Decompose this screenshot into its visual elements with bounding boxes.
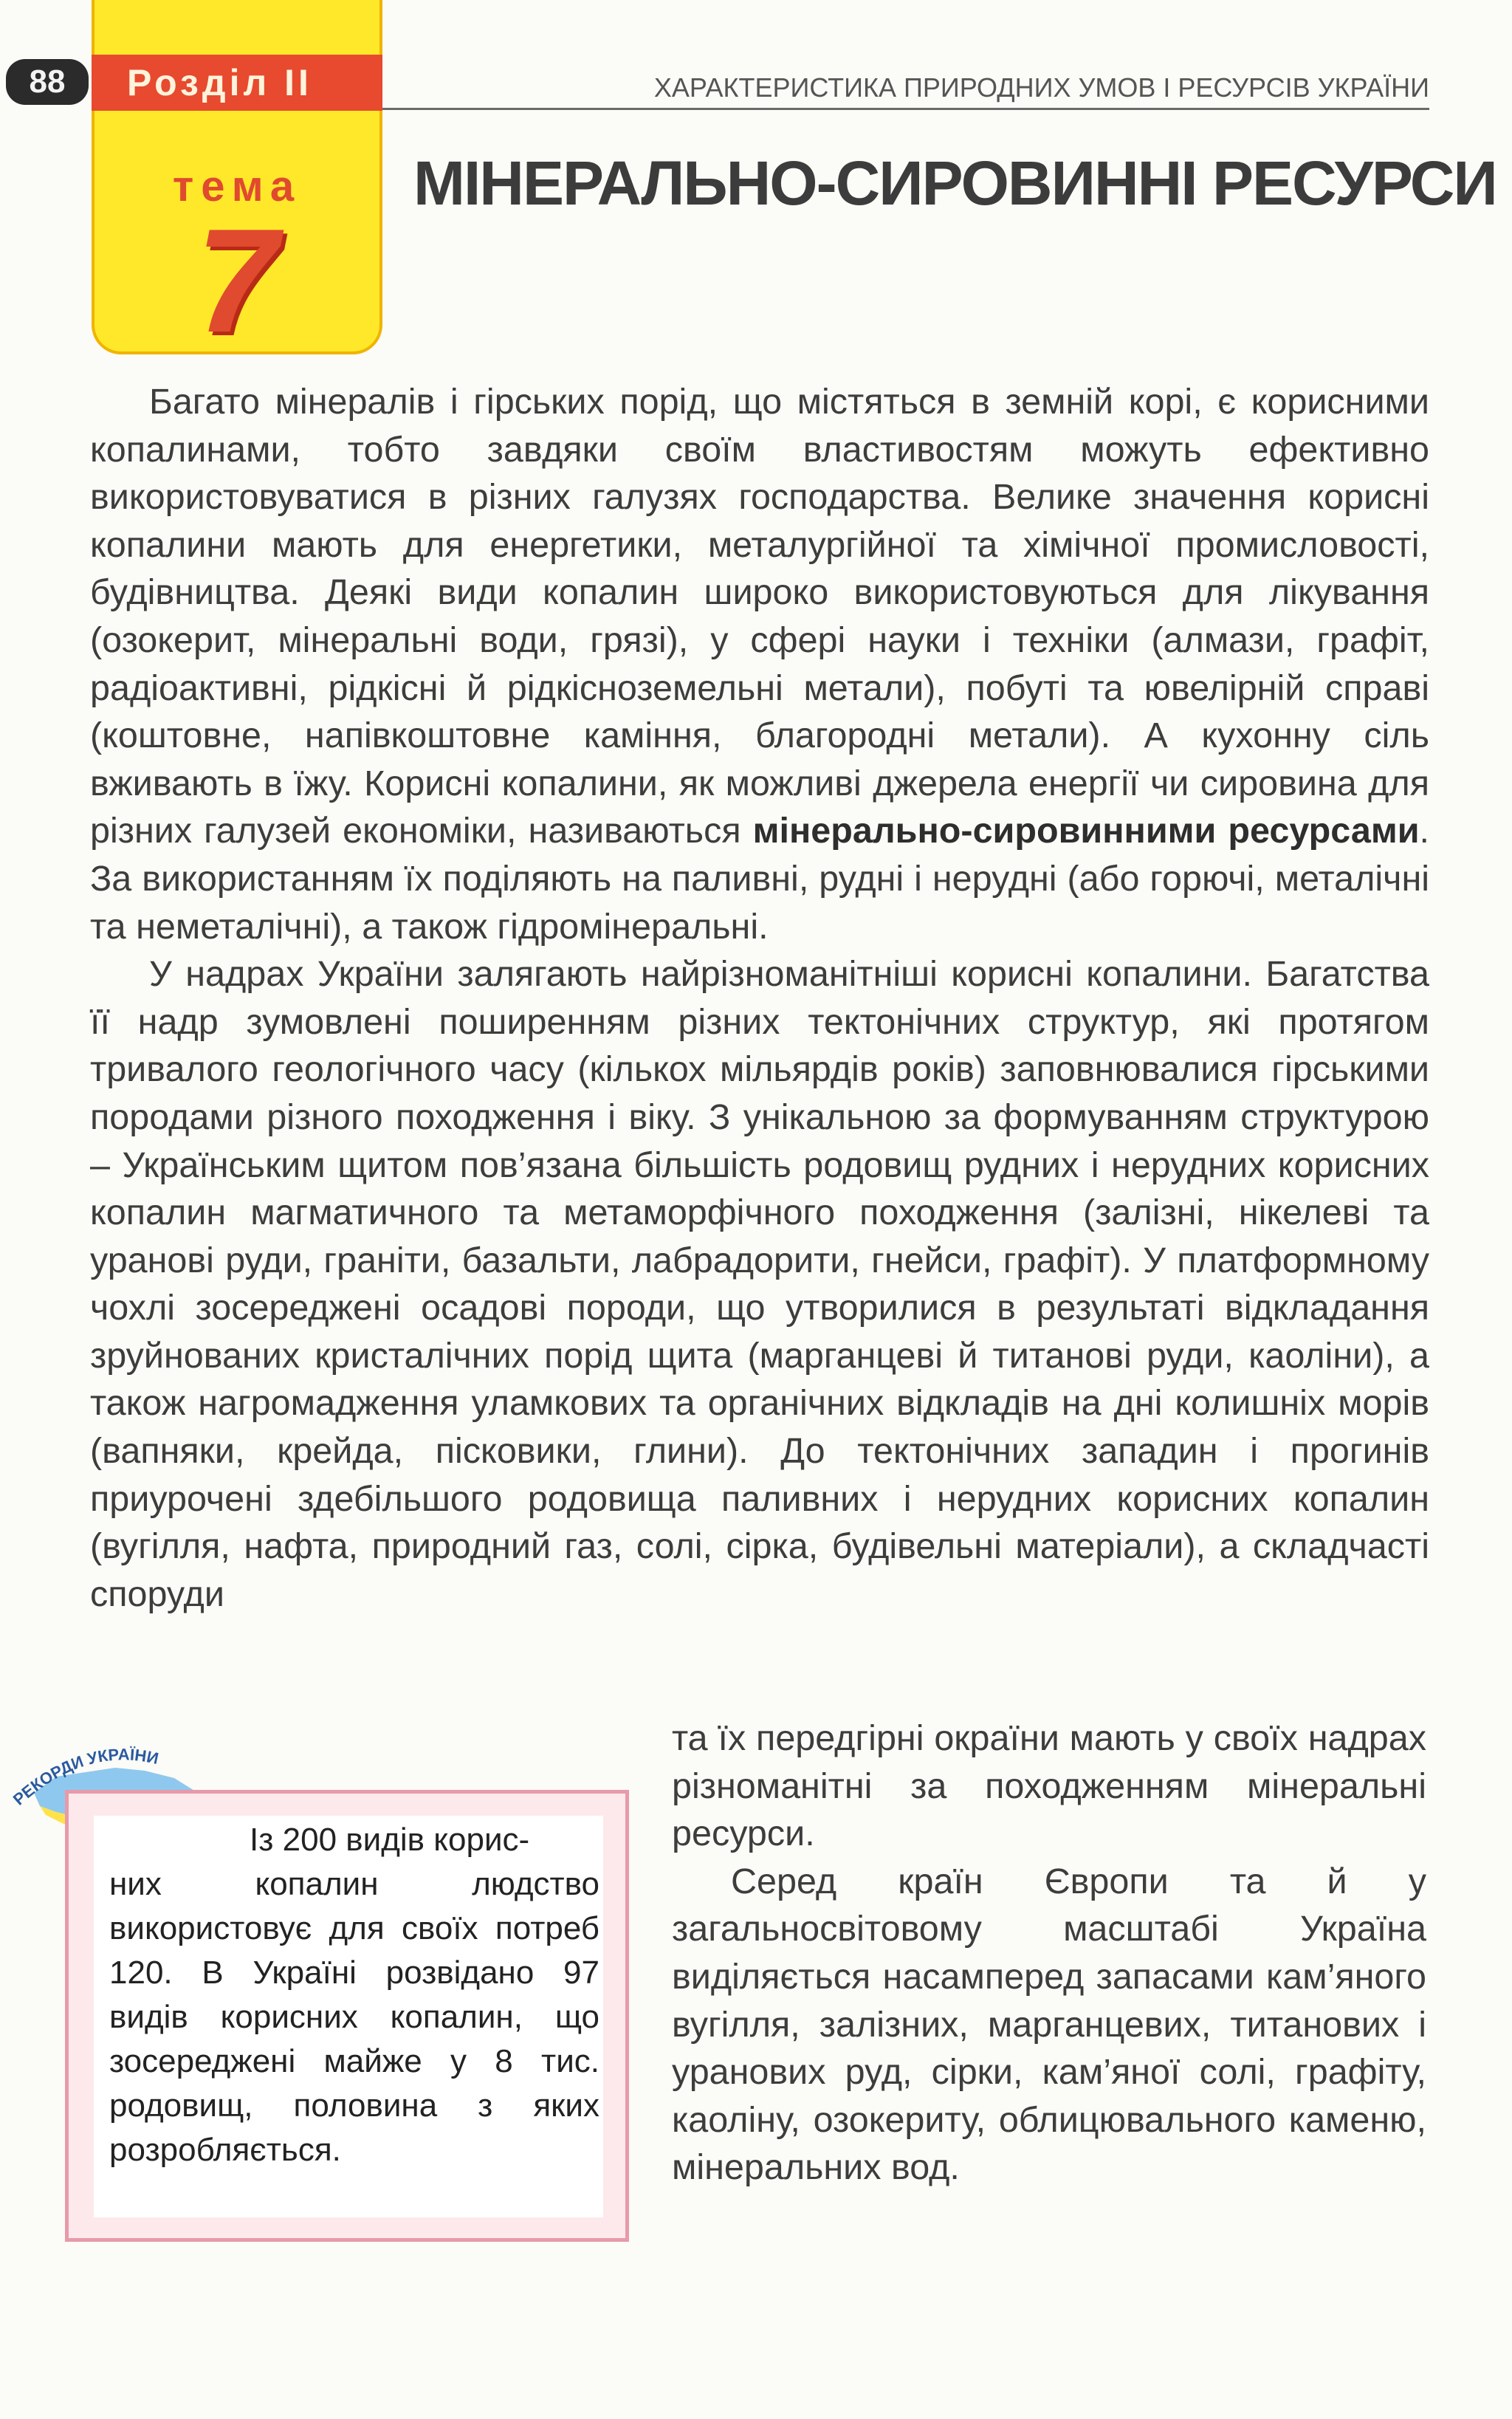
key-term: мінерально-сировинними ресурсами bbox=[752, 811, 1420, 851]
topic-number: 7 bbox=[196, 199, 278, 363]
section-label: Розділ II bbox=[92, 55, 382, 111]
side-column-text bbox=[672, 1715, 1426, 2192]
paragraph-3: Серед країн Європи та й у загальносвітовому масштабі Україна виділяється насамперед запасами кам’яного вугілля, залізних, марганцевих, титанових і уранових руд, сірки, кам’яної солі, графіту, каоліну, озокериту, облицювального каменю, мінеральних вод. bbox=[672, 1861, 1426, 2188]
page-title: МІНЕРАЛЬНО-СИРОВИННІ РЕСУРСИ bbox=[413, 148, 1496, 218]
topic-word: тема bbox=[172, 162, 302, 210]
fact-text bbox=[109, 1818, 599, 2172]
paragraph-2-continuation: та їх передгірні окраїни мають у своїх надрах різноманітні за походженням мінеральні ресурси. bbox=[672, 1718, 1426, 1854]
page-number: 88 bbox=[6, 59, 89, 105]
main-text bbox=[90, 378, 1429, 1618]
paragraph-1-text-a: Багато мінералів і гірських порід, що містяться в земній корі, є корисними копалинами, тобто завдяки своїм властивостям можуть ефективно використовуватися в різних галузях господарства. Велике значення корисні копалини мають для енергетики, металургійної та хімічної промисловості, будівництва. Деякі види копалин широко використовуються для лікування (озокерит, мінеральні води, грязі), у сфері науки і техніки (алмази, графіт, радіоактивні, рідкісні й рідкісноземельні метали), побуті та ювелірній справі (коштовне, напівкоштовне каміння, благородні метали). А кухонну сіль вживають в їжу. Корисні копалини, як можливі джерела енергії чи сировина для різних галузей економіки, називаються bbox=[90, 382, 1429, 851]
paragraph-2: У надрах України залягають найрізноманітніші корисні копалини. Багатства її надр зумовлені поширенням різних тектонічних структур, які протягом тривалого геологічного часу (кількох мільярдів років) заповнювалися гірськими породами різного походження і віку. З унікальною за формуванням структурою – Українським щитом пов’язана більшість родовищ рудних і нерудних корисних копалин магматичного та метаморфічного походження (залізні, нікелеві та уранові руди, граніти, базальти, лабрадорити, гнейси, графіт). У платформному чохлі зосереджені осадові породи, що утворилися в результаті відкладання зруйнованих кристалічних порід щита (марганцеві й титанові руди, каоліни), а також нагромадження уламкових та органічних відкладів на дні колишніх морів (вапняки, крейда, пісковики, глини). До тектонічних западин і прогинів приурочені здебільшого родовища паливних і нерудних корисних копалин (вугілля, нафта, природний газ, солі, сірка, будівельні матеріали), а складчасті споруди bbox=[90, 954, 1429, 1614]
paragraph-1-text-b: . За використанням їх поділяють на паливні, рудні і нерудні (або горючі, металічні та неметалічні), а також гідромінеральні. bbox=[90, 811, 1429, 947]
badge-label: РЕКОРДИ УКРАЇНИ bbox=[9, 1745, 161, 1809]
paragraph-1 bbox=[90, 378, 1429, 950]
fact-text-first-line: Із 200 видів корис- bbox=[250, 1822, 530, 1858]
header-divider bbox=[382, 108, 1429, 110]
running-head: ХАРАКТЕРИСТИКА ПРИРОДНИХ УМОВ І РЕСУРСІВ УКРАЇНИ bbox=[653, 72, 1429, 103]
fact-text-rest: них копалин людство використовує для своїх потреб 120. В Україні розвідано 97 видів корисних копалин, що зосереджені майже у 8 тис. родовищ, половина з яких розробляється. bbox=[109, 1866, 599, 2168]
